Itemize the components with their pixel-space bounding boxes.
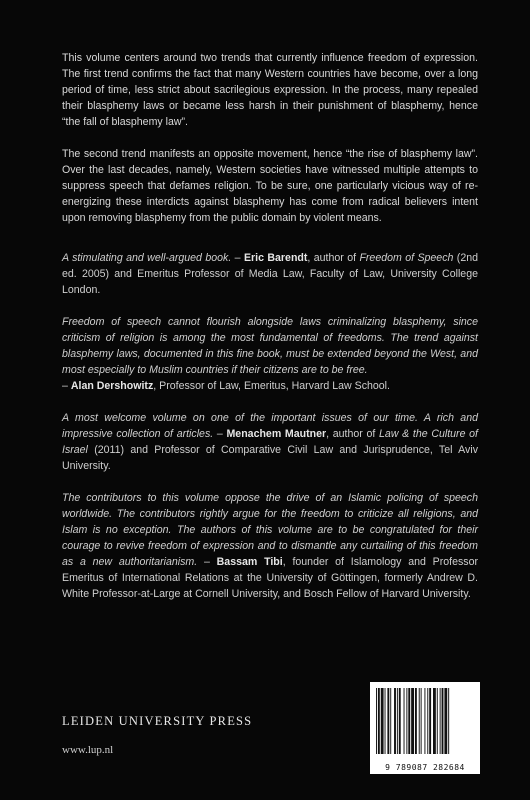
barcode-number: 9 789087 282684 [385,763,465,772]
review-book-title: Law & the Culture of Israel [62,428,478,456]
barcode [370,682,480,774]
barcode-bars [370,682,480,762]
cover-text [62,50,478,618]
review-4 [62,490,478,602]
blurb [62,50,478,226]
review-quote: The contributors to this volume oppose the drive of an Islamic policing of speech worldwide. The contributors rightly argue for the freedom to criticize all religions, and Islam is no exception. The authors of this volume are to be congratulated for their courage to revive freedom of expression and to dismantle any curtailing of this freedom as a new authoritarianism. [62,492,478,568]
review-2 [62,314,478,394]
review-1 [62,250,478,298]
review-affiliation-rest: (2011) and Professor of Comparative Civil Law and Jurisprudence, Tel Aviv University. [62,444,478,472]
review-affiliation: , founder of Islamology and Professor Emeritus of International Relations at the University of Göttingen, formerly Andrew D. White Professor-at-Large at Cornell University, and Bosch Fellow of Harvard University. [62,556,478,600]
review-author: Eric Barendt [243,252,308,264]
review-affiliation: , author of [326,428,380,440]
review-separator: – [231,252,244,264]
blurb-paragraph-2: The second trend manifests an opposite movement, hence “the rise of blasphemy law”. Over the last decades, namely, Western societies have witnessed multiple attempts to suppress speech that defames religion. To be sure, one particularly vicious way of re-energizing these interdicts against blasphemy has come from radical believers intent upon removing blasphemy from the public domain by violent means. [62,148,478,224]
review-separator: – [197,556,217,568]
publisher-url[interactable]: www.lup.nl [62,744,114,756]
review-quote: A most welcome volume on one of the important issues of our time. A rich and impressive collection of articles. [62,412,478,440]
review-affiliation: , Professor of Law, Emeritus, Harvard Law School. [153,380,390,392]
review-quote: A stimulating and well-argued book. [62,252,232,264]
review-separator: – [62,380,71,392]
review-author: Menachem Mautner [226,428,327,440]
publisher-name: LEIDEN UNIVERSITY PRESS [62,714,253,728]
review-affiliation: , author of [307,252,360,264]
review-author: Bassam Tibi [216,556,283,568]
review-author: Alan Dershowitz [70,380,154,392]
review-separator: – [213,428,227,440]
review-3 [62,410,478,474]
review-book-title: Freedom of Speech [359,252,454,264]
review-affiliation-rest: (2nd ed. 2005) and Emeritus Professor of Media Law, Faculty of Law, University College London. [62,252,478,296]
review-quote: Freedom of speech cannot flourish alongside laws criminalizing blasphemy, since criticism of religion is among the most fundamental of freedoms. The trend against blasphemy laws, documented in this fine book, must be extended beyond the West, and most especially to Muslim countries if their citizens are to be free. [62,316,478,376]
reviews [62,250,478,602]
blurb-paragraph-1: This volume centers around two trends that currently influence freedom of expression. The first trend confirms the fact that many Western countries have become, over a long period of time, less strict about sacrilegious expression. In the process, many repealed their blasphemy laws or became less harsh in their punishment of blasphemy, hence “the fall of blasphemy law”. [62,52,478,128]
